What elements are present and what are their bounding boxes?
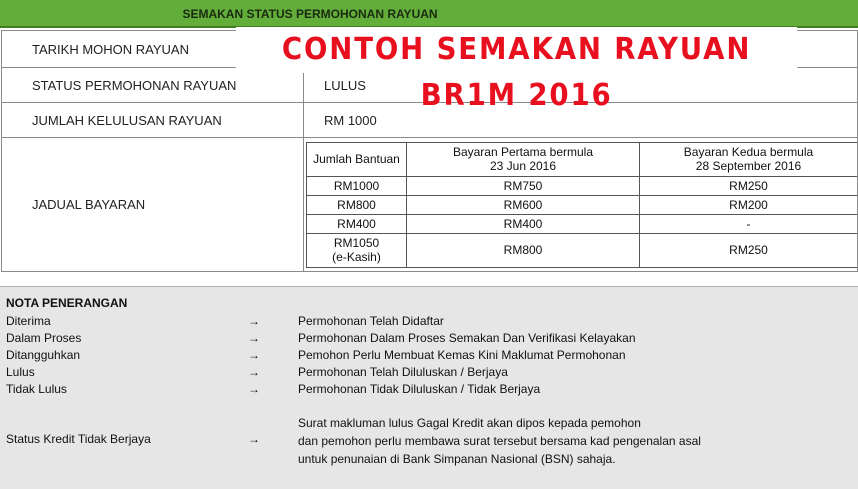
notes-title: NOTA PENERANGAN — [6, 296, 128, 310]
note-row — [0, 382, 858, 399]
schedule-amount-note: (e-Kasih) — [332, 250, 381, 264]
schedule-first: RM800 — [407, 233, 640, 267]
status-value: LULUS — [304, 68, 858, 103]
arrow-right-icon: → — [248, 348, 260, 362]
note-row — [0, 331, 858, 348]
arrow-right-icon: → — [248, 432, 260, 446]
arrow-right-icon: → — [248, 365, 260, 379]
schedule-second: RM200 — [640, 195, 858, 214]
row-jadual — [2, 138, 858, 272]
header-bar — [0, 0, 858, 28]
schedule-header-first-line2: 23 Jun 2016 — [489, 159, 557, 173]
schedule-row — [307, 214, 858, 233]
schedule-row — [307, 195, 858, 214]
kredit-desc-line: dan pemohon perlu membawa surat tersebut bersama kad pengenalan asal — [298, 434, 701, 448]
note-desc: Permohonan Telah Diluluskan / Berjaya — [298, 365, 508, 379]
notes-panel — [0, 286, 858, 489]
schedule-first: RM600 — [407, 195, 640, 214]
schedule-amount — [307, 233, 407, 267]
schedule-header-amount: Jumlah Bantuan — [307, 142, 407, 176]
schedule-amount: RM1000 — [307, 176, 407, 195]
schedule-amount: RM800 — [307, 195, 407, 214]
tarikh-label: TARIKH MOHON RAYUAN — [2, 31, 304, 68]
jumlah-value: RM 1000 — [304, 103, 858, 138]
schedule-second: - — [640, 214, 858, 233]
arrow-right-icon: → — [248, 382, 260, 396]
watermark-overlay: CONTOH SEMAKAN RAYUAN BR1M 2016 — [236, 27, 797, 73]
page-title: SEMAKAN STATUS PERMOHONAN RAYUAN — [182, 7, 438, 21]
note-term: Lulus — [6, 365, 35, 379]
kredit-desc-line: Surat makluman lulus Gagal Kredit akan dipos kepada pemohon — [298, 416, 641, 430]
note-term: Diterima — [6, 314, 51, 328]
schedule-header-first-line1: Bayaran Pertama bermula — [452, 145, 594, 159]
schedule-first: RM400 — [407, 214, 640, 233]
note-row — [0, 348, 858, 365]
note-desc: Pemohon Perlu Membuat Kemas Kini Maklumat Permohonan — [298, 348, 626, 362]
kredit-term: Status Kredit Tidak Berjaya — [6, 432, 151, 446]
note-desc: Permohonan Dalam Proses Semakan Dan Verifikasi Kelayakan — [298, 331, 636, 345]
schedule-amount: RM400 — [307, 214, 407, 233]
arrow-right-icon: → — [248, 314, 260, 328]
schedule-amount-value: RM1050 — [333, 236, 380, 250]
jadual-label: JADUAL BAYARAN — [2, 138, 304, 272]
note-row — [0, 365, 858, 382]
status-label: STATUS PERMOHONAN RAYUAN — [2, 68, 304, 103]
schedule-second: RM250 — [640, 233, 858, 267]
schedule-header-second-line2: 28 September 2016 — [695, 159, 802, 173]
note-term: Ditangguhkan — [6, 348, 81, 362]
schedule-first: RM750 — [407, 176, 640, 195]
schedule-header-first — [407, 142, 640, 176]
schedule-second: RM250 — [640, 176, 858, 195]
note-term: Tidak Lulus — [6, 382, 67, 396]
note-desc: Permohonan Telah Didaftar — [298, 314, 444, 328]
schedule-table — [306, 142, 858, 268]
note-row — [0, 314, 858, 331]
note-desc: Permohonan Tidak Diluluskan / Tidak Berjaya — [298, 382, 541, 396]
schedule-row — [307, 233, 858, 267]
kredit-desc — [298, 414, 701, 468]
schedule-header-second — [640, 142, 858, 176]
kredit-desc-line: untuk penunaian di Bank Simpanan Nasional (BSN) sahaja. — [298, 452, 616, 466]
note-term: Dalam Proses — [6, 331, 82, 345]
schedule-header-row — [307, 142, 858, 176]
jadual-cell — [304, 138, 858, 272]
arrow-right-icon: → — [248, 331, 260, 345]
schedule-header-second-line1: Bayaran Kedua bermula — [683, 145, 814, 159]
jumlah-label: JUMLAH KELULUSAN RAYUAN — [2, 103, 304, 138]
schedule-row — [307, 176, 858, 195]
